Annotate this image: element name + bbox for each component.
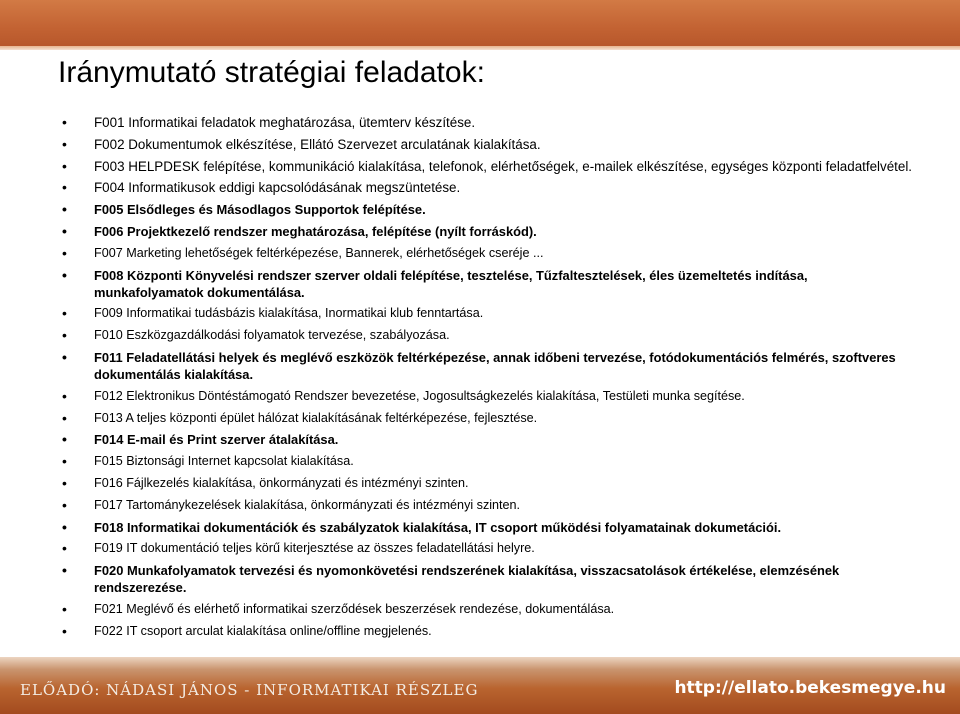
- task-item: • F022 IT csoport arculat kialakítása online/offline megjelenés.: [62, 623, 912, 640]
- task-item: • F009 Informatikai tudásbázis kialakítása, Inormatikai klub fenntartása.: [62, 305, 912, 322]
- task-item: • F008 Központi Könyvelési rendszer szerver oldali felépítése, tesztelése, Tűzfaltesztelések, éles üzemeltetés indítása, munkafolyamatok dokumentálása.: [62, 267, 912, 301]
- task-item: • F003 HELPDESK felépítése, kommunikáció kialakítása, telefonok, elérhetőségek, e-mailek elkészítése, egységes központi feladatfelvétel.: [62, 158, 912, 175]
- task-item: • F021 Meglévő és elérhető informatikai szerződések beszerzések rendezése, dokumentálása.: [62, 601, 912, 618]
- task-item: • F017 Tartománykezelések kialakítása, önkormányzati és intézményi szinten.: [62, 497, 912, 514]
- task-item: • F005 Elsődleges és Másodlagos Supportok felépítése.: [62, 201, 912, 218]
- task-item: • F019 IT dokumentáció teljes körű kiterjesztése az összes feladatellátási helyre.: [62, 540, 912, 557]
- task-list: [62, 114, 912, 645]
- task-item: • F004 Informatikusok eddigi kapcsolódásának megszüntetése.: [62, 179, 912, 196]
- task-item: • F012 Elektronikus Döntéstámogató Rendszer bevezetése, Jogosultságkezelés kialakítása, Testületi munka segítése.: [62, 388, 912, 405]
- task-item: • F002 Dokumentumok elkészítése, Ellátó Szervezet arculatának kialakítása.: [62, 136, 912, 153]
- task-item: • F011 Feladatellátási helyek és meglévő eszközök feltérképezése, annak időbeni tervezése, fotódokumentációs felmérés, szoftveres dokumentálás kialakítása.: [62, 349, 912, 383]
- task-item: • F015 Biztonsági Internet kapcsolat kialakítása.: [62, 453, 912, 470]
- website-link[interactable]: http://ellato.bekesmegye.hu: [674, 678, 946, 698]
- header-bar: [0, 0, 960, 50]
- task-item: • F016 Fájlkezelés kialakítása, önkormányzati és intézményi szinten.: [62, 475, 912, 492]
- task-item: • F007 Marketing lehetőségek feltérképezése, Bannerek, elérhetőségek cseréje ...: [62, 245, 912, 262]
- task-item: • F013 A teljes központi épület hálózat kialakításának feltérképezése, fejlesztése.: [62, 410, 912, 427]
- task-item: • F018 Informatikai dokumentációk és szabályzatok kialakítása, IT csoport működési folyamatainak dokumetációi.: [62, 519, 912, 536]
- task-item: • F001 Informatikai feladatok meghatározása, ütemterv készítése.: [62, 114, 912, 131]
- task-item: • F014 E-mail és Print szerver átalakítása.: [62, 431, 912, 448]
- task-item: • F020 Munkafolyamatok tervezési és nyomonkövetési rendszerének kialakítása, visszacsatolások értékelése, elemzésének rendszerezése.: [62, 562, 912, 596]
- task-item: • F010 Eszközgazdálkodási folyamatok tervezése, szabályozása.: [62, 327, 912, 344]
- task-item: • F006 Projektkezelő rendszer meghatározása, felépítése (nyílt forráskód).: [62, 223, 912, 240]
- slide-title: Iránymutató stratégiai feladatok:: [58, 56, 485, 89]
- footer-bar: [0, 657, 960, 714]
- presenter-label: ELŐADÓ: NÁDASI JÁNOS - INFORMATIKAI RÉSZLEG: [20, 681, 479, 699]
